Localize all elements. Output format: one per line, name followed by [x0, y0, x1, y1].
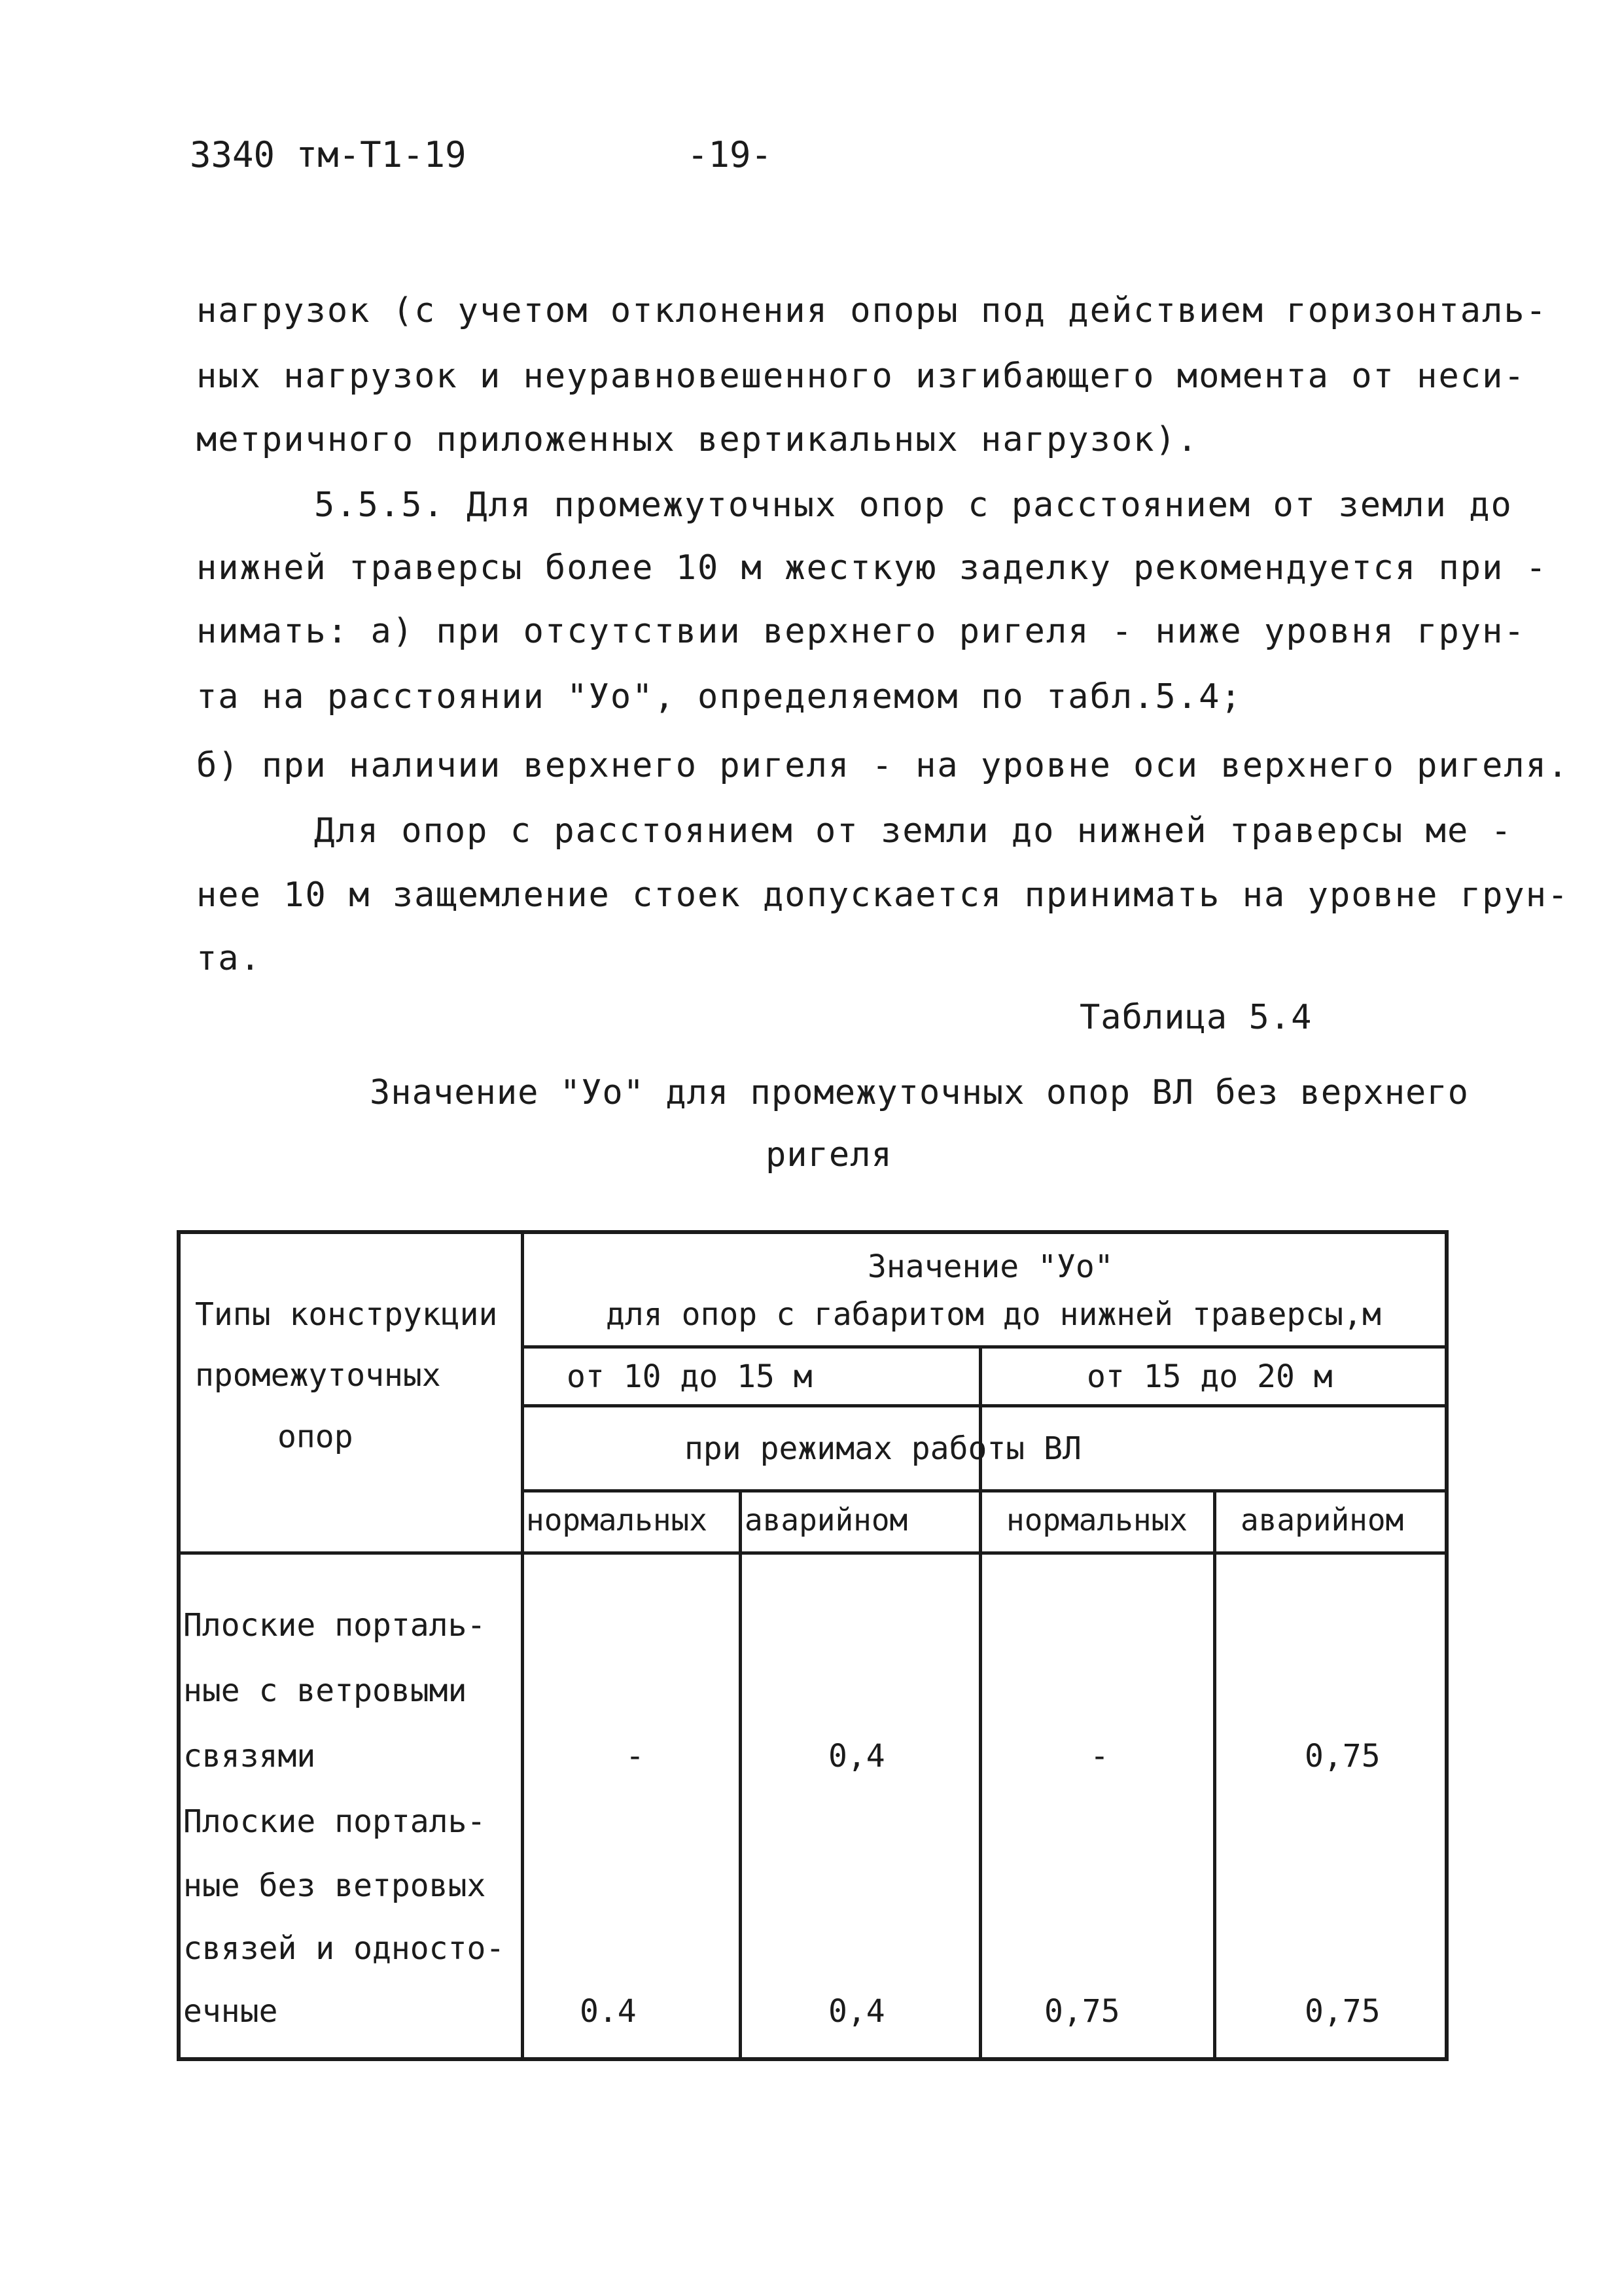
row-2-value: 0.4: [580, 1993, 637, 2030]
range-15-20: от 15 до 20 м: [1087, 1358, 1333, 1395]
body-line: та.: [196, 939, 262, 978]
row-2-value: 0,4: [828, 1993, 885, 2030]
body-line: нижней траверсы более 10 м жесткую заделку рекомендуется при -: [196, 548, 1548, 588]
values-table: [177, 1230, 1449, 2061]
row-1-value: -: [626, 1738, 644, 1775]
body-line: б) при наличии верхнего ригеля - на уровне оси верхнего ригеля.: [196, 746, 1570, 785]
col-emergency-1: аварийном: [745, 1502, 908, 1538]
table-title-cont: ригеля: [766, 1135, 892, 1174]
section-5-5-5: 5.5.5. Для промежуточных опор с расстоянием от земли до: [314, 486, 1513, 525]
body-line: нимать: а) при отсутствии верхнего ригеля - ниже уровня грун-: [196, 612, 1526, 651]
body-line: Для опор с расстоянием от земли до нижней траверсы ме -: [314, 811, 1513, 851]
range-10-15: от 10 до 15 м: [567, 1358, 813, 1395]
row-2-name-line: Плоские порталь-: [183, 1803, 486, 1840]
body-line: та на расстоянии "Уо", определяемом по табл.5.4;: [196, 677, 1243, 716]
gabarit-header: для опор с габаритом до нижней траверсы,м: [606, 1296, 1381, 1333]
table-label: Таблица 5.4: [1080, 998, 1313, 1037]
row-header-line: Типы конструкции: [195, 1296, 498, 1333]
row-2-name-line: связей и односто-: [183, 1930, 505, 1967]
row-2-name-line: ечные: [183, 1993, 278, 2030]
row-2-value: 0,75: [1044, 1993, 1120, 2030]
row-header-line: опор: [277, 1419, 353, 1455]
row-2-name-line: ные без ветровых: [183, 1867, 486, 1904]
row-2-value: 0,75: [1305, 1993, 1381, 2030]
body-line: ных нагрузок и неуравновешенного изгибающего момента от неси-: [196, 357, 1526, 396]
mode-header: при режимах работы ВЛ: [684, 1430, 1082, 1467]
row-header-line: промежуточных: [195, 1357, 441, 1394]
value-header: Значение "Уо": [868, 1248, 1114, 1285]
body-line: нее 10 м защемление стоек допускается принимать на уровне грун-: [196, 875, 1570, 915]
col-emergency-2: аварийном: [1241, 1502, 1404, 1538]
page-number: -19-: [687, 134, 773, 175]
body-line: метричного приложенных вертикальных нагрузок).: [196, 420, 1199, 459]
body-line: нагрузок (с учетом отклонения опоры под действием горизонталь-: [196, 291, 1548, 330]
col-normal-2: нормальных: [1006, 1502, 1188, 1538]
row-1-value: 0,4: [828, 1738, 885, 1775]
row-1-value: -: [1090, 1738, 1109, 1775]
col-normal-1: нормальных: [526, 1502, 707, 1538]
row-1-name-line: связями: [183, 1738, 316, 1775]
row-1-value: 0,75: [1305, 1738, 1381, 1775]
table-title: Значение "Уо" для промежуточных опор ВЛ без верхнего: [370, 1073, 1469, 1112]
row-1-name-line: ные с ветровыми: [183, 1672, 467, 1709]
document-code: 3340 тм-Т1-19: [190, 134, 467, 175]
row-1-name-line: Плоские порталь-: [183, 1607, 486, 1644]
